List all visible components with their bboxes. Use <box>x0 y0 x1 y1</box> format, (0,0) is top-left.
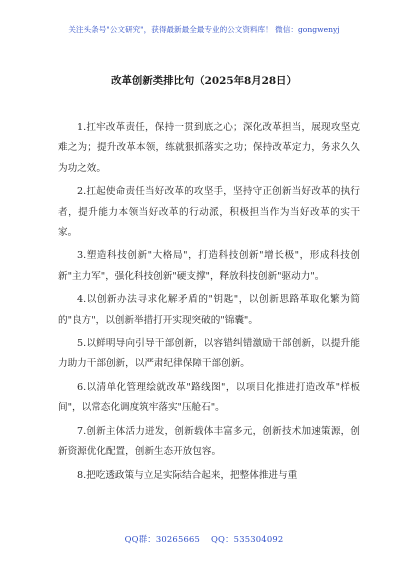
footer-qq-group: QQ群：30265665 <box>124 534 201 544</box>
footer-contact <box>0 533 408 545</box>
paragraph-8: 8.把吃透政策与立足实际结合起来，把整体推进与重 <box>77 469 298 481</box>
document-body <box>58 118 360 489</box>
paragraph-7: 7.创新主体活力迸发，创新载体丰富多元，创新技术加速策源，创新资源优化配置，创新生态开放包容。 <box>58 425 360 458</box>
paragraph-1: 1.扛牢改革责任，保持一贯到底之心；深化改革担当，展现攻坚克难之为；提升改革本领，练就狠抓落实之功；保持改革定力，务求久久为功之效。 <box>58 122 360 174</box>
header-note: 关注头条号"公文研究"，获得最新最全最专业的公文资料库！ 微信：gongwenyj <box>68 25 340 34</box>
paragraph-4: 4.以创新办法寻求化解矛盾的"钥匙"，以创新思路革取化繁为简的"良方"，以创新举措打开实现突破的"锦囊"。 <box>58 294 360 326</box>
footer-qq: QQ：535304092 <box>210 534 284 544</box>
paragraph-5: 5.以鲜明导向引导干部创新，以容错纠错激励干部创新，以提升能力助力干部创新，以严肃纪律保障干部创新。 <box>58 338 360 370</box>
document-title: 改革创新类排比句（2025年8月28日） <box>111 75 297 87</box>
paragraph-6: 6.以清单化管理绘就改革"路线图"，以项目化推进打造改革"样板间"，以常态化调度筑牢落实"压舱石"。 <box>58 381 360 414</box>
paragraph-2: 2.扛起使命责任当好改革的攻坚手，坚持守正创新当好改革的执行者，提升能力本领当好改革的行动派，积极担当作为当好改革的实干家。 <box>58 186 360 239</box>
paragraph-3: 3.塑造科技创新"大格局"，打造科技创新"增长极"，形成科技创新"主力军"，强化科技创新"硬支撑"，释放科技创新"驱动力"。 <box>58 250 360 282</box>
